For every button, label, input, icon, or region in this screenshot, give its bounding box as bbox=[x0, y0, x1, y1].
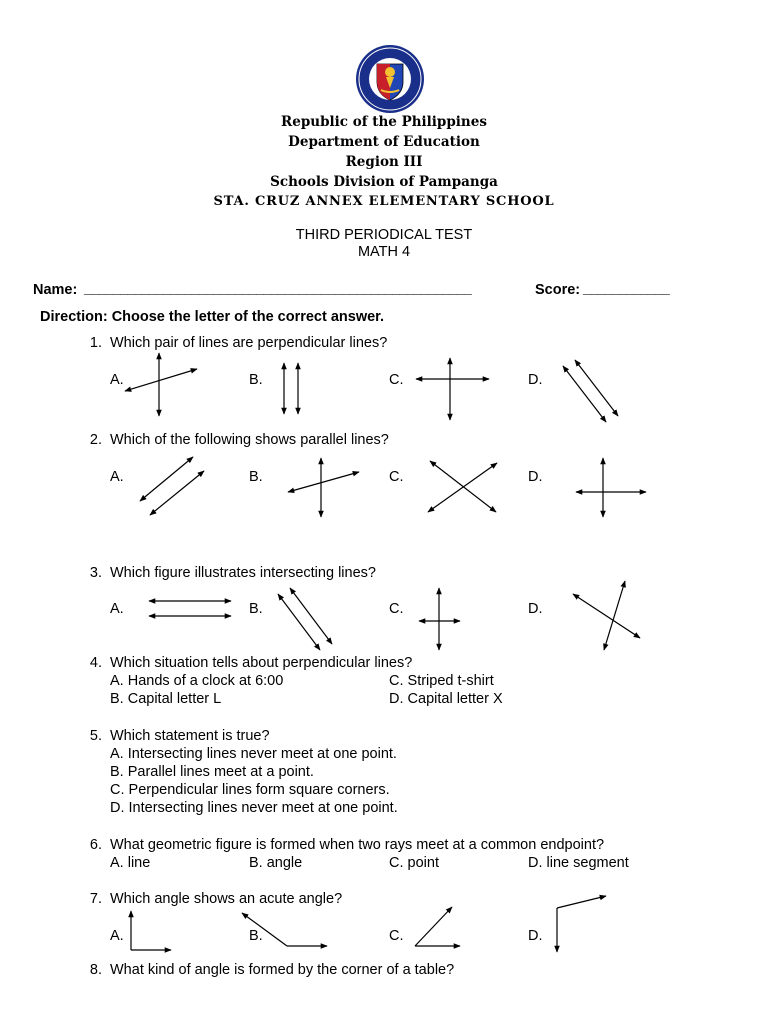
option-c[interactable]: C. bbox=[389, 601, 404, 617]
question-number: 1. bbox=[89, 335, 102, 351]
option-b[interactable]: B. Capital letter L bbox=[110, 691, 222, 707]
header-republic: Republic of the Philippines bbox=[281, 114, 487, 130]
question-text: Which figure illustrates intersecting lines? bbox=[110, 565, 376, 581]
option-b[interactable]: B. bbox=[249, 601, 263, 617]
option-a[interactable]: A. bbox=[110, 372, 124, 388]
question-text: Which situation tells about perpendicular lines? bbox=[110, 655, 413, 671]
option-d[interactable]: D. bbox=[528, 928, 543, 944]
name-label: Name: bbox=[33, 282, 78, 298]
option-d[interactable]: D. bbox=[528, 372, 543, 388]
question-number: 5. bbox=[89, 728, 102, 744]
option-c[interactable]: C. bbox=[389, 372, 404, 388]
option-c[interactable]: C. Perpendicular lines form square corners. bbox=[110, 782, 390, 798]
question-number: 8. bbox=[89, 962, 102, 978]
option-c[interactable]: C. point bbox=[389, 855, 439, 871]
option-a[interactable]: A. Hands of a clock at 6:00 bbox=[110, 673, 284, 689]
question-text: Which statement is true? bbox=[110, 728, 270, 744]
question-number: 4. bbox=[89, 655, 102, 671]
header-school: STA. CRUZ ANNEX ELEMENTARY SCHOOL bbox=[213, 194, 555, 209]
question-text: Which angle shows an acute angle? bbox=[110, 891, 343, 907]
test-title: THIRD PERIODICAL TEST bbox=[295, 227, 473, 243]
option-d[interactable]: D. Capital letter X bbox=[389, 691, 503, 707]
question-number: 6. bbox=[89, 837, 102, 853]
option-a[interactable]: A. Intersecting lines never meet at one point. bbox=[110, 746, 397, 762]
question-text: What kind of angle is formed by the corner of a table? bbox=[110, 962, 455, 978]
score-label: Score: bbox=[535, 282, 581, 298]
option-c[interactable]: C. Striped t-shirt bbox=[389, 673, 494, 689]
option-d[interactable]: D. line segment bbox=[528, 855, 629, 871]
question-text: Which pair of lines are perpendicular lines? bbox=[110, 335, 388, 351]
option-a[interactable]: A. bbox=[110, 928, 124, 944]
option-b[interactable]: B. bbox=[249, 372, 263, 388]
option-b[interactable]: B. Parallel lines meet at a point. bbox=[110, 764, 314, 780]
option-d[interactable]: D. Intersecting lines never meet at one point. bbox=[110, 800, 398, 816]
option-c[interactable]: C. bbox=[389, 469, 404, 485]
option-d[interactable]: D. bbox=[528, 601, 543, 617]
header-division: Schools Division of Pampanga bbox=[270, 174, 498, 190]
option-b[interactable]: B. angle bbox=[249, 855, 303, 871]
question-text: What geometric figure is formed when two rays meet at a common endpoint? bbox=[110, 837, 605, 853]
question-number: 7. bbox=[89, 891, 102, 907]
test-subject: MATH 4 bbox=[357, 244, 411, 260]
option-b[interactable]: B. bbox=[249, 469, 263, 485]
option-a[interactable]: A. bbox=[110, 469, 124, 485]
option-d[interactable]: D. bbox=[528, 469, 543, 485]
score-blank[interactable]: ____________ bbox=[583, 281, 669, 297]
question-text: Which of the following shows parallel lines? bbox=[110, 432, 389, 448]
direction-text: Direction: Choose the letter of the correct answer. bbox=[40, 309, 385, 325]
option-c[interactable]: C. bbox=[389, 928, 404, 944]
header-region: Region III bbox=[345, 154, 423, 170]
option-a[interactable]: A. line bbox=[110, 855, 151, 871]
header-department: Department of Education bbox=[288, 134, 480, 150]
option-a[interactable]: A. bbox=[110, 601, 124, 617]
question-number: 2. bbox=[89, 432, 102, 448]
name-blank[interactable]: ______________________________________________________ bbox=[84, 281, 471, 297]
question-number: 3. bbox=[89, 565, 102, 581]
option-b[interactable]: B. bbox=[249, 928, 263, 944]
